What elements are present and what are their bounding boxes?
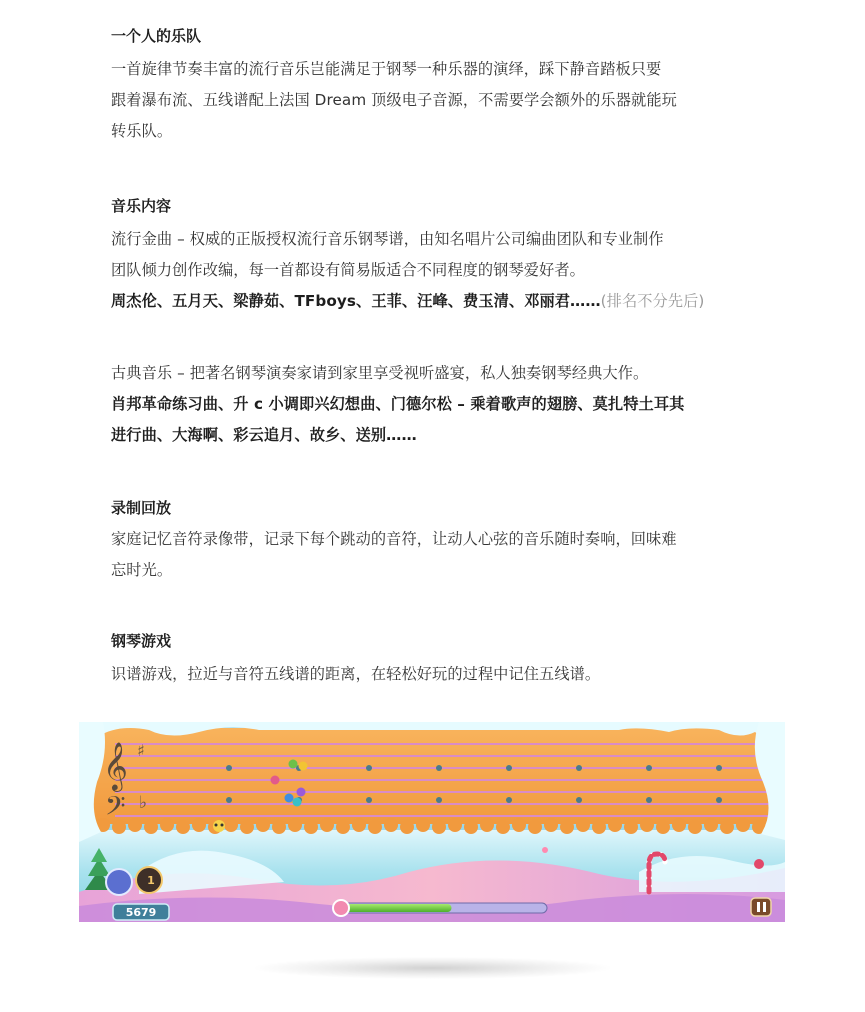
- bee-character: [213, 820, 225, 832]
- text-line: 古典音乐 – 把著名钢琴演奏家请到家里享受视听盛宴，私人独奏钢琴经典大作。: [111, 364, 649, 382]
- section-text-piano-game: [111, 659, 763, 690]
- pause-button[interactable]: [751, 898, 771, 916]
- progress-head-icon: [333, 900, 349, 916]
- text-line: 流行金曲 – 权威的正版授权流行音乐钢琴谱，由知名唱片公司编曲团队和专业制作: [111, 230, 664, 248]
- text-line: 一首旋律节奏丰富的流行音乐岂能满足于钢琴一种乐器的演绎，踩下静音踏板只要: [111, 60, 662, 78]
- text-line: 家庭记忆音符录像带，记录下每个跳动的音符，让动人心弦的音乐随时奏响，回味难: [111, 530, 677, 548]
- staff-board: [93, 728, 773, 824]
- score-value: 5679: [125, 906, 157, 919]
- section-text-classical: [111, 358, 763, 451]
- artist-names: 周杰伦、五月天、梁静茹、TFboys、王菲、汪峰、费玉清、邓丽君……: [111, 292, 601, 310]
- piano-game-screenshot: [79, 722, 785, 922]
- orb-icon: [106, 869, 132, 895]
- section-text-band: [111, 54, 763, 147]
- treble-clef-icon: 𝄞: [103, 741, 128, 790]
- text-line: 跟着瀑布流、五线谱配上法国 Dream 顶级电子音源，不需要学会额外的乐器就能玩: [111, 91, 677, 109]
- text-line: 忘时光。: [111, 561, 173, 579]
- artist-list: [111, 286, 763, 317]
- section-title-band: 一个人的乐队: [111, 27, 202, 45]
- text-line: 识谱游戏，拉近与音符五线谱的距离，在轻松好玩的过程中记住五线谱。: [111, 665, 601, 683]
- sharp-icon: ♯: [137, 741, 145, 760]
- section-text-pop: [111, 224, 763, 317]
- classical-list-line: 进行曲、大海啊、彩云追月、故乡、送别……: [111, 426, 417, 444]
- classical-list-line: 肖邦革命练习曲、升 c 小调即兴幻想曲、门德尔松 – 乘着歌声的翅膀、莫扎特土耳其: [111, 395, 685, 413]
- text-line: 转乐队。: [111, 122, 173, 140]
- bass-clef-icon: 𝄢: [105, 790, 126, 828]
- ranking-note: (排名不分先后): [600, 292, 705, 310]
- pause-icon: [757, 902, 760, 912]
- lives-count: 1: [147, 874, 155, 887]
- section-text-recording: [111, 524, 763, 586]
- flat-icon: ♭: [139, 793, 148, 813]
- section-title-recording: 录制回放: [111, 499, 172, 517]
- game-scene: [79, 722, 785, 922]
- text-line: 团队倾力创作改编，每一首都设有简易版适合不同程度的钢琴爱好者。: [111, 261, 585, 279]
- image-shadow: [255, 957, 610, 979]
- section-title-music-content: 音乐内容: [111, 197, 172, 215]
- progress-fill: [336, 904, 452, 912]
- section-title-piano-game: 钢琴游戏: [111, 632, 172, 650]
